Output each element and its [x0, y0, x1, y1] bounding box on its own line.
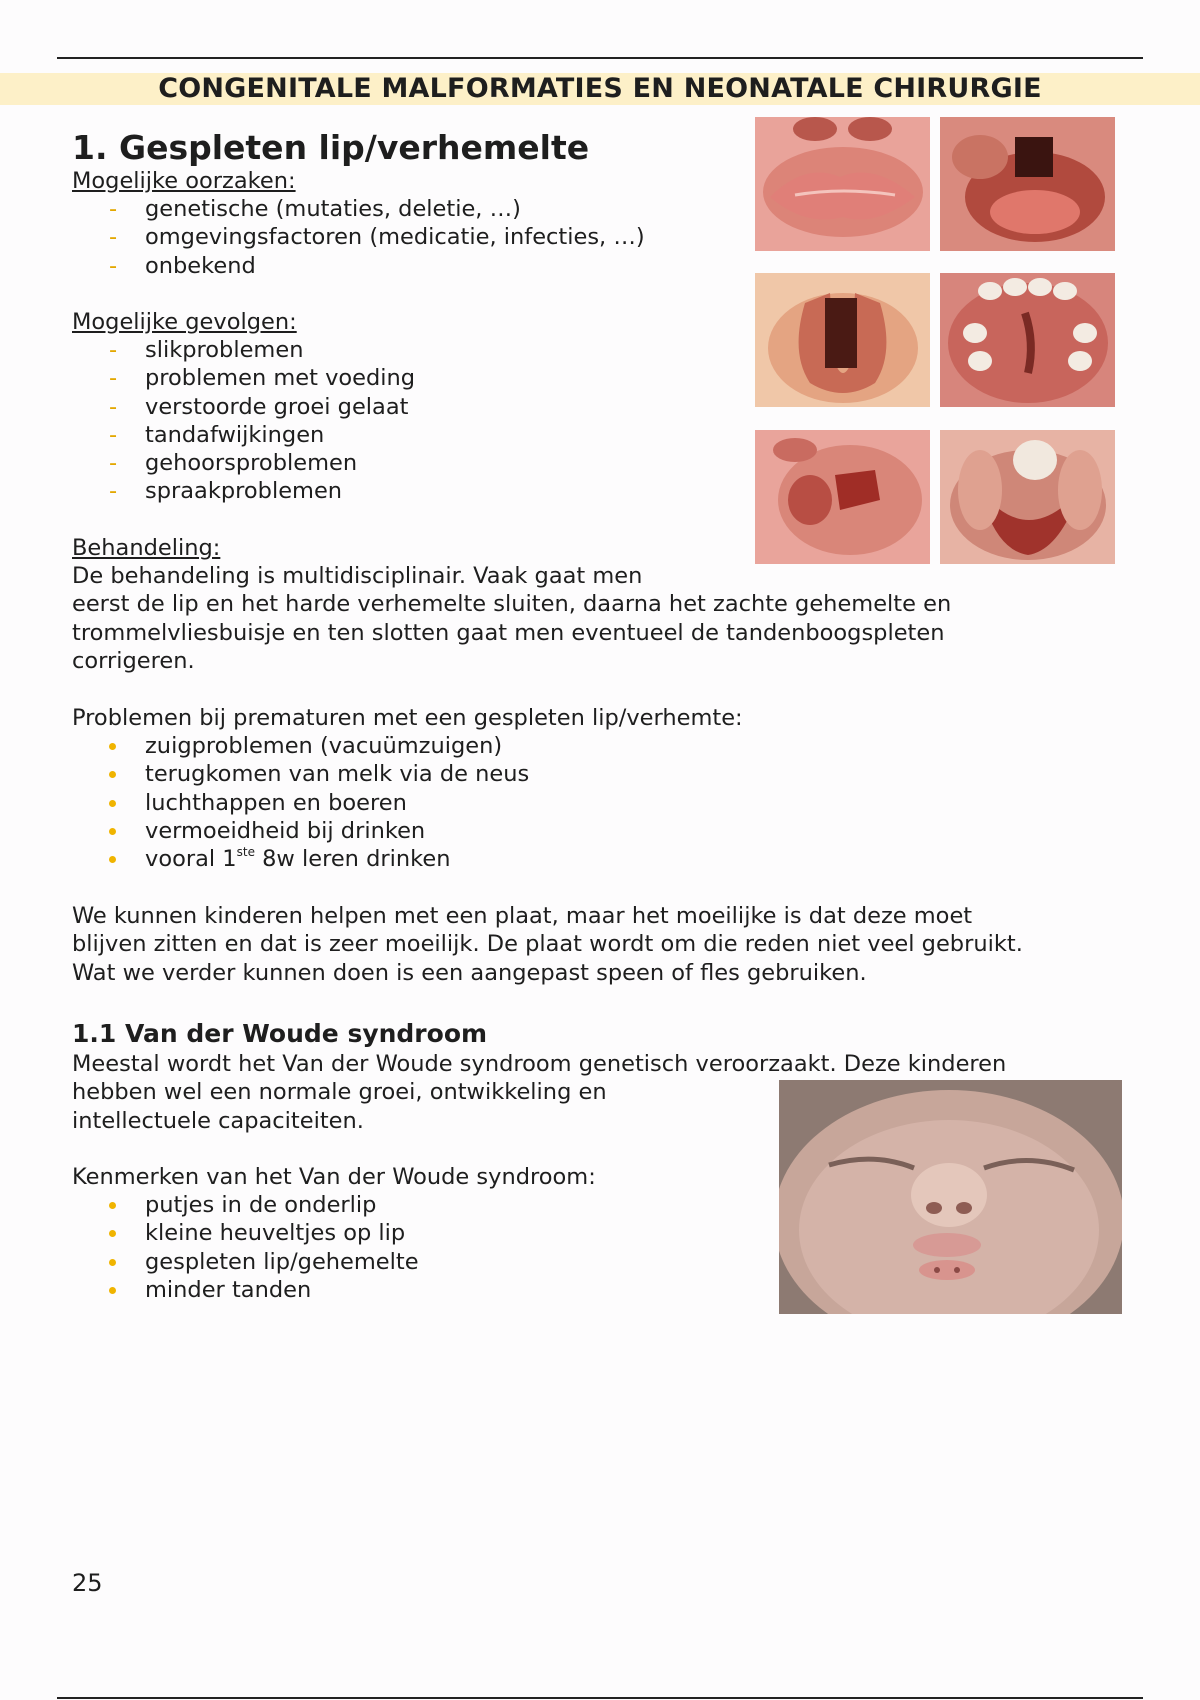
bottom-rule — [57, 1697, 1143, 1699]
cleft-photo-5 — [755, 430, 930, 564]
list-item: - genetische (mutaties, deletie, …) — [72, 195, 645, 223]
list-item: putjes in de onderlip — [72, 1191, 419, 1219]
van-der-woude-photo — [779, 1080, 1122, 1314]
list-item: - onbekend — [72, 252, 645, 280]
causes-list — [72, 195, 645, 280]
list-item: - gehoorsproblemen — [72, 449, 415, 477]
text-line: intellectuele capaciteiten. — [72, 1107, 364, 1134]
premature-intro: Problemen bij prematuren met een gespleten lip/verhemte: — [72, 705, 743, 731]
list-item: gespleten lip/gehemelte — [72, 1248, 419, 1276]
features-heading: Kenmerken van het Van der Woude syndroom: — [72, 1164, 596, 1190]
features-list — [72, 1191, 419, 1304]
text-line: Meestal wordt het Van der Woude syndroom genetisch veroorzaakt. Deze kinderen — [72, 1051, 1007, 1077]
cleft-photo-6 — [940, 430, 1115, 564]
text-line: We kunnen kinderen helpen met een plaat, maar het moeilijke is dat deze moet — [72, 903, 973, 929]
cleft-photo-3 — [755, 273, 930, 407]
causes-heading: Mogelijke oorzaken: — [72, 168, 296, 194]
item-prefix: vooral 1 — [145, 846, 237, 873]
chapter-banner: CONGENITALE MALFORMATIES EN NEONATALE CHIRURGIE — [0, 73, 1200, 105]
cleft-photo-1 — [755, 117, 930, 251]
text-line: Wat we verder kunnen doen is een aangepast speen of fles gebruiken. — [72, 959, 867, 986]
list-item: terugkomen van melk via de neus — [72, 760, 529, 788]
text-line: eerst de lip en het harde verhemelte sluiten, daarna het zachte gehemelte en — [72, 591, 952, 618]
list-item: minder tanden — [72, 1276, 419, 1304]
plate-paragraph — [72, 902, 1023, 987]
list-item: kleine heuveltjes op lip — [72, 1219, 419, 1247]
top-rule — [57, 57, 1143, 59]
superscript: ste — [236, 845, 255, 860]
section-title: 1. Gespleten lip/verhemelte — [72, 128, 590, 167]
list-item: - omgevingsfactoren (medicatie, infecties, …) — [72, 223, 645, 251]
item-suffix: 8w leren drinken — [254, 846, 451, 873]
text-line: corrigeren. — [72, 647, 195, 674]
text-line: hebben wel een normale groei, ontwikkeling en — [72, 1079, 607, 1106]
cleft-photo-4 — [940, 273, 1115, 407]
text-line: trommelvliesbuisje en ten slotten gaat men eventueel de tandenboogspleten — [72, 619, 945, 646]
list-item: - problemen met voeding — [72, 364, 415, 392]
text-line: De behandeling is multidisciplinair. Vaak gaat men — [72, 563, 643, 589]
list-item: vermoeidheid bij drinken — [72, 817, 529, 845]
cleft-photo-2 — [940, 117, 1115, 251]
list-item: - verstoorde groei gelaat — [72, 393, 415, 421]
list-item: - spraakproblemen — [72, 477, 415, 505]
treatment-paragraph — [72, 562, 951, 675]
subsection-title: 1.1 Van der Woude syndroom — [72, 1019, 488, 1048]
list-item: - tandafwijkingen — [72, 421, 415, 449]
consequences-heading: Mogelijke gevolgen: — [72, 309, 297, 335]
list-item: luchthappen en boeren — [72, 789, 529, 817]
list-item: - slikproblemen — [72, 336, 415, 364]
text-line: blijven zitten en dat is zeer moeilijk. De plaat wordt om die reden niet veel gebruikt. — [72, 931, 1023, 958]
treatment-heading: Behandeling: — [72, 535, 221, 561]
list-item — [72, 845, 529, 873]
list-item: zuigproblemen (vacuümzuigen) — [72, 732, 529, 760]
page-number: 25 — [72, 1569, 103, 1597]
premature-list — [72, 732, 529, 873]
consequences-list — [72, 336, 415, 506]
